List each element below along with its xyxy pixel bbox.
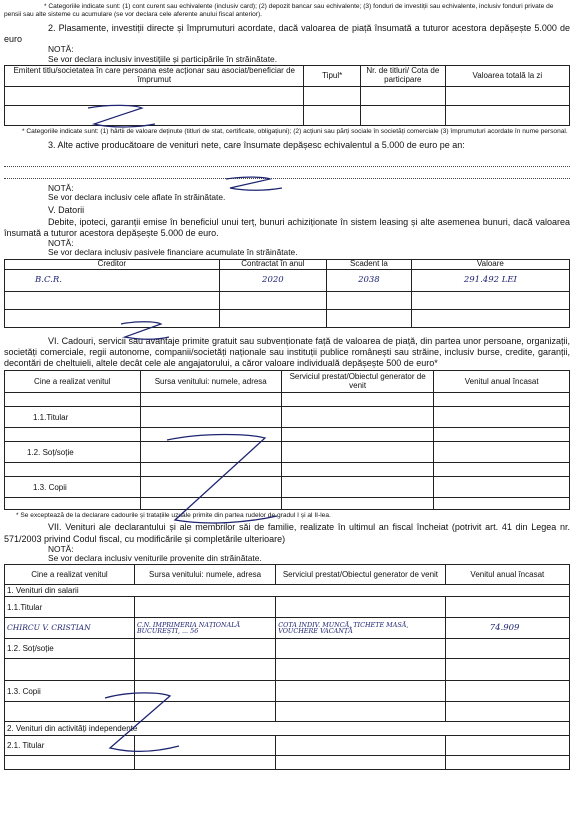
gifts-row: [5, 428, 570, 442]
section3-dotted-line: [4, 169, 570, 179]
debts-header-row: [5, 259, 570, 269]
debts-header-creditor: Creditor: [5, 259, 220, 269]
section7-nota-text: Se vor declara inclusiv veniturile provenite din străinătate.: [48, 553, 262, 564]
gifts-header-who: Cine a realizat venitul: [5, 371, 141, 393]
income-row-children: [5, 681, 570, 702]
gifts-row: [5, 463, 570, 477]
debts-header-value: Valoare: [411, 259, 569, 269]
income-row-salaries: [5, 585, 570, 597]
section3-nota-text: Se vor declara inclusiv cele aflate în străinătate.: [48, 192, 226, 203]
income-row-label: 2. Venituri din activități independente: [5, 722, 570, 736]
debt-value: 291.492 LEI: [411, 269, 569, 291]
debts-header-year: Contractat în anul: [219, 259, 326, 269]
section2-nota-label: NOTĂ:: [48, 44, 74, 55]
debts-row: [5, 309, 570, 327]
income-row-label: 1.3. Copii: [5, 681, 135, 702]
investments-row: [5, 105, 570, 125]
section2-nota-text: Se vor declara inclusiv investițiile și participările în străinătate.: [48, 53, 278, 64]
section2-footnote: * Categoriile indicate sunt: (1) hârtii de valoare deținute (titluri de stat, certificate, obligațiuni); (2) acțiuni sau părți sociale în societăți comerciale (3) împrumuturi acordate în nume personal.: [22, 127, 568, 135]
income-titular-service-line: VOUCHERE VACANȚĂ: [278, 627, 353, 636]
income-header-source: Sursa venitului: numele, adresa: [134, 565, 275, 585]
section2-text: 2. Plasamente, investiții directe și împrumuturi acordate, dacă valoarea de piață însumată a tuturor acestora depășește 5.000 de euro: [4, 22, 570, 45]
income-row-titular: [5, 618, 570, 639]
gifts-header-row: [5, 371, 570, 393]
debt-year: 2020: [219, 269, 326, 291]
gifts-row-label: 1.3. Copii: [5, 477, 141, 498]
section5-text: Debite, ipoteci, garanții emise în beneficiul unui terț, bunuri achiziționate în sistem leasing și alte asemenea bunuri, dacă valoarea însumată a tuturor acestora depășește 5.000 de euro.: [4, 216, 570, 238]
income-row-independent: [5, 722, 570, 736]
section5-nota-text: Se vor declara inclusiv pasivele financiare acumulate în străinătate.: [48, 247, 298, 258]
section5-title: V. Datorii: [48, 205, 85, 216]
section6-text: VI. Cadouri, servicii sau avantaje primite gratuit sau subvenționate față de valoarea de piață, din partea unor persoane, organizații, societăți comerciale, regii autonome, companii/societăți naționale sau instituții publice românești sau străine, inclusiv burse, credite, garanții, decontări de cheltuieli, altele decât cele ale angajatorului, a căror valoare individuală depășește 500 de euro*: [4, 335, 570, 369]
income-titular-source: [134, 618, 275, 639]
investments-header-row: [5, 65, 570, 86]
debts-header-due: Scadent la: [327, 259, 412, 269]
income-row-label: 2.1. Titular: [5, 736, 135, 756]
declaration-page: [4, 3, 570, 770]
gifts-row-label: 1.2. Soț/soție: [5, 442, 141, 463]
income-titular-source-line: C.N. IMPRIMERIA NAȚIONALĂ: [136, 620, 241, 629]
categories-note: * Categoriile indicate sunt: (1) cont curent sau echivalente (inclusiv card); (2) depozit bancar sau echivalente; (3) fonduri de investiții sau echivalente, inclusiv fonduri private de pensii sau alte sisteme cu acumulare (se vor declara cele aferente anului fiscal anterior).: [4, 3, 554, 18]
income-header-income: Venitul anual încasat: [445, 565, 569, 585]
debts-row: [5, 269, 570, 291]
income-header-who: Cine a realizat venitul: [5, 565, 135, 585]
section3-text: 3. Alte active producătoare de venituri nete, care însumate depășesc echivalentul a 5.000 de euro pe an:: [48, 139, 465, 150]
gifts-row-children: [5, 477, 570, 498]
gifts-header-service: Serviciul prestat/Obiectul generator de venit: [281, 371, 434, 393]
gifts-header-source: Sursa venitului: numele, adresa: [140, 371, 281, 393]
gifts-row: [5, 393, 570, 407]
income-header-service: Serviciul prestat/Obiectul generator de venit: [276, 565, 446, 585]
section3-dotted-line: [4, 157, 570, 167]
debts-row: [5, 291, 570, 309]
investments-row: [5, 86, 570, 105]
income-table: [4, 564, 570, 770]
gifts-row-label: 1.1.Titular: [5, 407, 141, 428]
section5-nota-label: NOTĂ:: [48, 238, 74, 249]
debt-creditor: B.C.R.: [5, 269, 220, 291]
section6-footnote: * Se exceptează de la declarare cadourile și tratațiile uzuale primite din partea rudelor de gradul I și al II-lea.: [16, 512, 331, 520]
debts-table: [4, 259, 570, 328]
gifts-header-income: Venitul anual încasat: [434, 371, 570, 393]
income-row-independent-titular: [5, 736, 570, 756]
income-row: [5, 659, 570, 681]
income-row-label: 1.1.Titular: [5, 597, 135, 618]
investments-header-count: Nr. de titluri/ Cota de participare: [360, 65, 445, 86]
income-titular-source-line: BUCUREȘTI, ... 56: [136, 627, 199, 636]
income-row-label: 1.2. Soț/soție: [5, 639, 135, 659]
section7-nota-label: NOTĂ:: [48, 543, 74, 554]
income-titular-amount: 74.909: [445, 618, 569, 639]
income-titular-name: CHIRCU V. CRISTIAN: [5, 618, 135, 639]
income-row: [5, 702, 570, 722]
investments-table: [4, 65, 570, 126]
investments-header-issuer: Emitent titlu/societatea în care persoana este acționar sau asociat/beneficiar de împrumut: [5, 65, 304, 86]
income-row-titular-label: [5, 597, 570, 618]
income-row: [5, 756, 570, 770]
investments-header-value: Valoarea totală la zi: [445, 65, 569, 86]
debt-due: 2038: [327, 269, 412, 291]
gifts-row: [5, 498, 570, 510]
gifts-table: [4, 370, 570, 510]
income-row-spouse: [5, 639, 570, 659]
income-header-row: [5, 565, 570, 585]
income-row-label: 1. Venituri din salarii: [5, 585, 570, 597]
income-titular-service: [276, 618, 446, 639]
section3-nota-label: NOTĂ:: [48, 182, 74, 193]
investments-header-type: Tipul*: [304, 65, 361, 86]
gifts-row-titular: [5, 407, 570, 428]
gifts-row-spouse: [5, 442, 570, 463]
income-titular-service-line: COTA INDIV. MUNCĂ, TICHETE MASĂ,: [278, 620, 409, 629]
section7-text: VII. Venituri ale declarantului și ale membrilor săi de familie, realizate în ultimul an fiscal încheiat (potrivit art. 41 din Legea nr. 571/2003 privind Codul fiscal, cu modificările și completările ulterioare): [4, 522, 570, 544]
